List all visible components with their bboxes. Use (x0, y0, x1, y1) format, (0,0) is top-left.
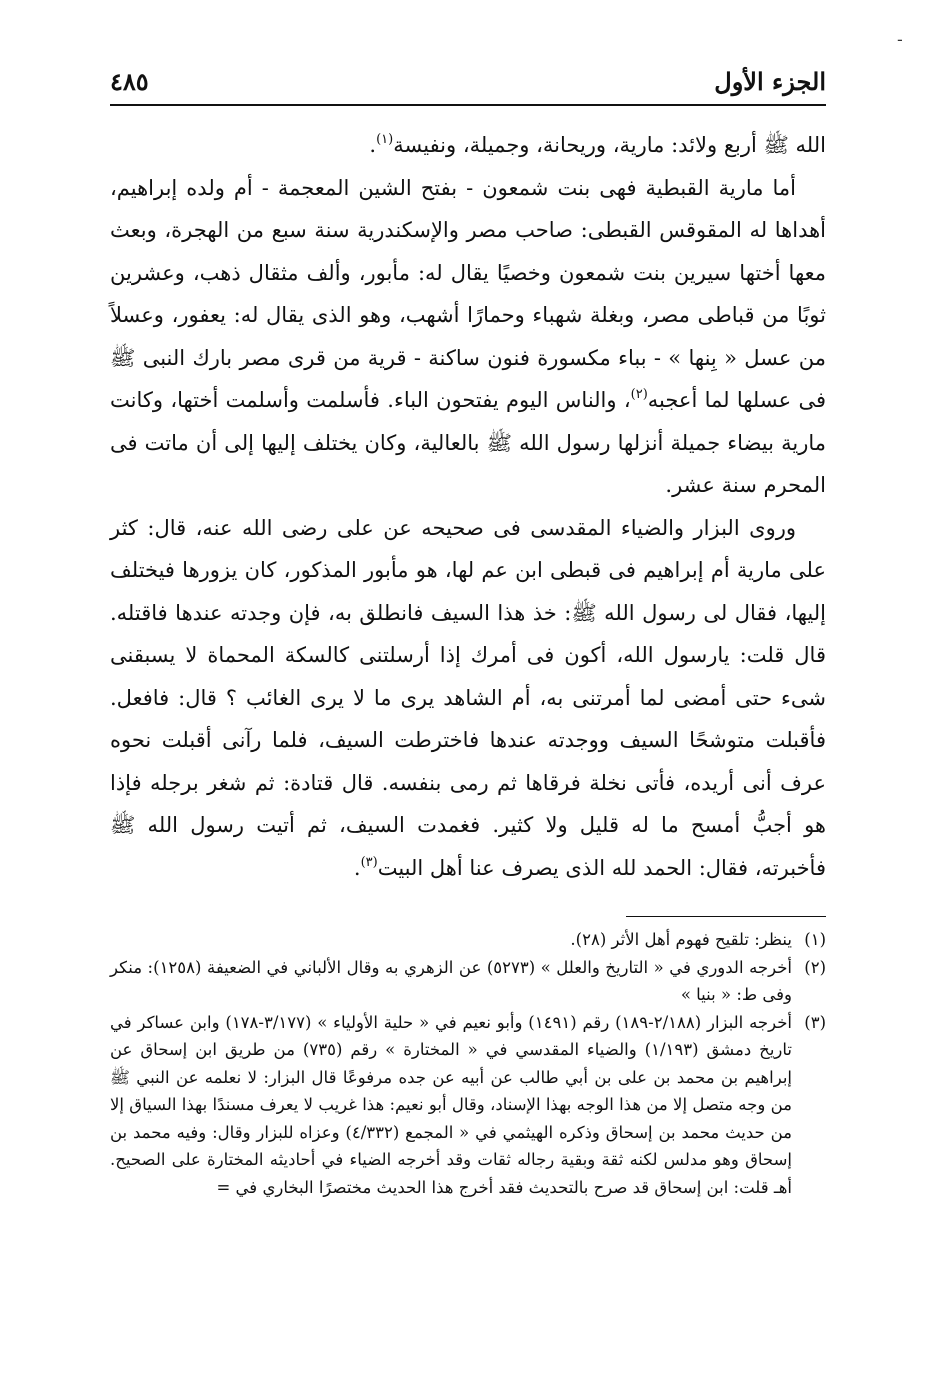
paragraph-0 (110, 124, 826, 167)
page-header (110, 56, 826, 96)
paragraph-1-text: أما مارية القبطية فهى بنت شمعون - بفتح الشين المعجمة - أم ولده إبراهيم، أهداها له المقوقس القبطى: صاحب مصر والإسكندرية سنة سبع من الهجرة، وبعث معها أختها سيرين بنت شمعون وخصيًا يقال له: مأبور، وألف مثقال ذهب، وعشرين ثوبًا من قباطى مصر، وبغلة شهباء وحمارًا أشهب، وهو الذى يقال له: يعفور، وعسلاً من عسل « بِنها » - بباء مكسورة فنون ساكنة - قرية من قرى مصر بارك النبى ﷺ فى عسلها لما أعجبه (110, 175, 826, 412)
footnotes (110, 926, 826, 1201)
paragraph-0-end: . (369, 133, 377, 157)
footnote-text: ينظر: تلقيح فهوم أهل الأثر (٢٨). (570, 930, 792, 949)
footnote-text: أخرجه الدوري في « التاريخ والعلل » (٥٢٧٣) عن الزهري به وقال الألباني في الضعيفة (١٢٥٨): منكر وفى ط: « بنيا » (110, 957, 792, 1004)
paragraph-1-end: ، والناس اليوم يفتحون الباء. فأسلمت وأسلمت أختها، وكانت مارية بيضاء جميلة أنزلها رسول الله ﷺ بالعالية، وكان يختلف إليها إلى أن ماتت فى المحرم سنة عشر. (110, 388, 826, 497)
footnote-number: (٣) (804, 1012, 826, 1032)
running-title: الجزء الأول (714, 67, 826, 96)
paragraph-0-text: الله ﷺ أربع ولائد: مارية، وريحانة، وجميلة، ونفيسة (393, 133, 826, 157)
footnote-2 (110, 954, 826, 1009)
footnote-number: (٢) (804, 957, 826, 977)
footnote-ref-2: (٢) (630, 387, 648, 402)
paragraph-2-end: . (353, 855, 361, 880)
page-number: ٤٨٥ (110, 67, 149, 96)
header-rule (110, 104, 826, 106)
footnote-number: (١) (804, 930, 826, 949)
footnote-ref-3: (٣) (360, 854, 378, 870)
main-text (110, 124, 826, 889)
paragraph-2 (110, 507, 826, 890)
footnote-ref-1: (١) (376, 132, 394, 147)
paragraph-2-text: وروى البزار والضياء المقدسى فى صحيحه عن على رضى الله عنه، قال: كثر على مارية أم إبراهيم فى قبطى ابن عم لها، هو مأبور المذكور، كان يزورها فيختلف إليها، فقال لى رسول الله ﷺ: خذ هذا السيف فانطلق به، فإن وجدته عندها فاقتله. قال قلت: يارسول الله، أكون فى أمرك إذا أرسلتنى كالسكة المحماة لا يسبقنى شىء حتى أمضى لما أمرتنى به، أم الشاهد يرى ما لا يرى الغائب ؟ قال: فافعل. فأقبلت متوشحًا السيف ووجدته عندها فاخترطت السيف، فلما رآنى أقبلت نحوه عرف أنى أريده، فأتى نخلة فرقاها ثم رمى بنفسه. قال قتادة: ثم شغر برجله فإذا هو أجبُّ أمسح ما له قليل ولا كثير. فغمدت السيف، ثم أتيت رسول الله ﷺ فأخبرته، فقال: الحمد لله الذى يصرف عنا أهل البيت (110, 515, 826, 880)
paragraph-1 (110, 167, 826, 507)
footnote-1 (110, 926, 826, 954)
corner-mark: - (897, 30, 903, 49)
footnote-3 (110, 1009, 826, 1202)
footnote-text: أخرجه البزار (٢/١٨٨-١٨٩) رقم (١٤٩١) وأبو نعيم في « حلية الأولياء » (٣/١٧٧-١٧٨) وابن عساكر في تاريخ دمشق (١/١٩٣) والضياء المقدسي في « المختارة » رقم (٧٣٥) من طريق ابن إسحاق عن إبراهيم بن محمد بن على بن أبي طالب عن أبيه عن جده مرفوعًا قال البزار: لا نعلمه عن النبي ﷺ من وجه متصل إلا من هذا الوجه بهذا الإسناد، وقال أبو نعيم: هذا غريب لا يعرف مسندًا بهذا السياق إلا من حديث محمد بن إسحاق وذكره الهيثمي في « المجمع (٤/٣٣٢) وعزاه للبزار وقال: وفيه محمد بن إسحاق وهو مدلس لكنه ثقة وبقية رجاله ثقات وقد أخرجه الضياء في أحاديثه المختارة على الصحيح. أهـ قلت: ابن إسحاق قد صرح بالتحديث فقد أخرج هذا الحديث مختصرًا البخاري في = (110, 1012, 793, 1197)
footnote-rule (626, 916, 826, 917)
